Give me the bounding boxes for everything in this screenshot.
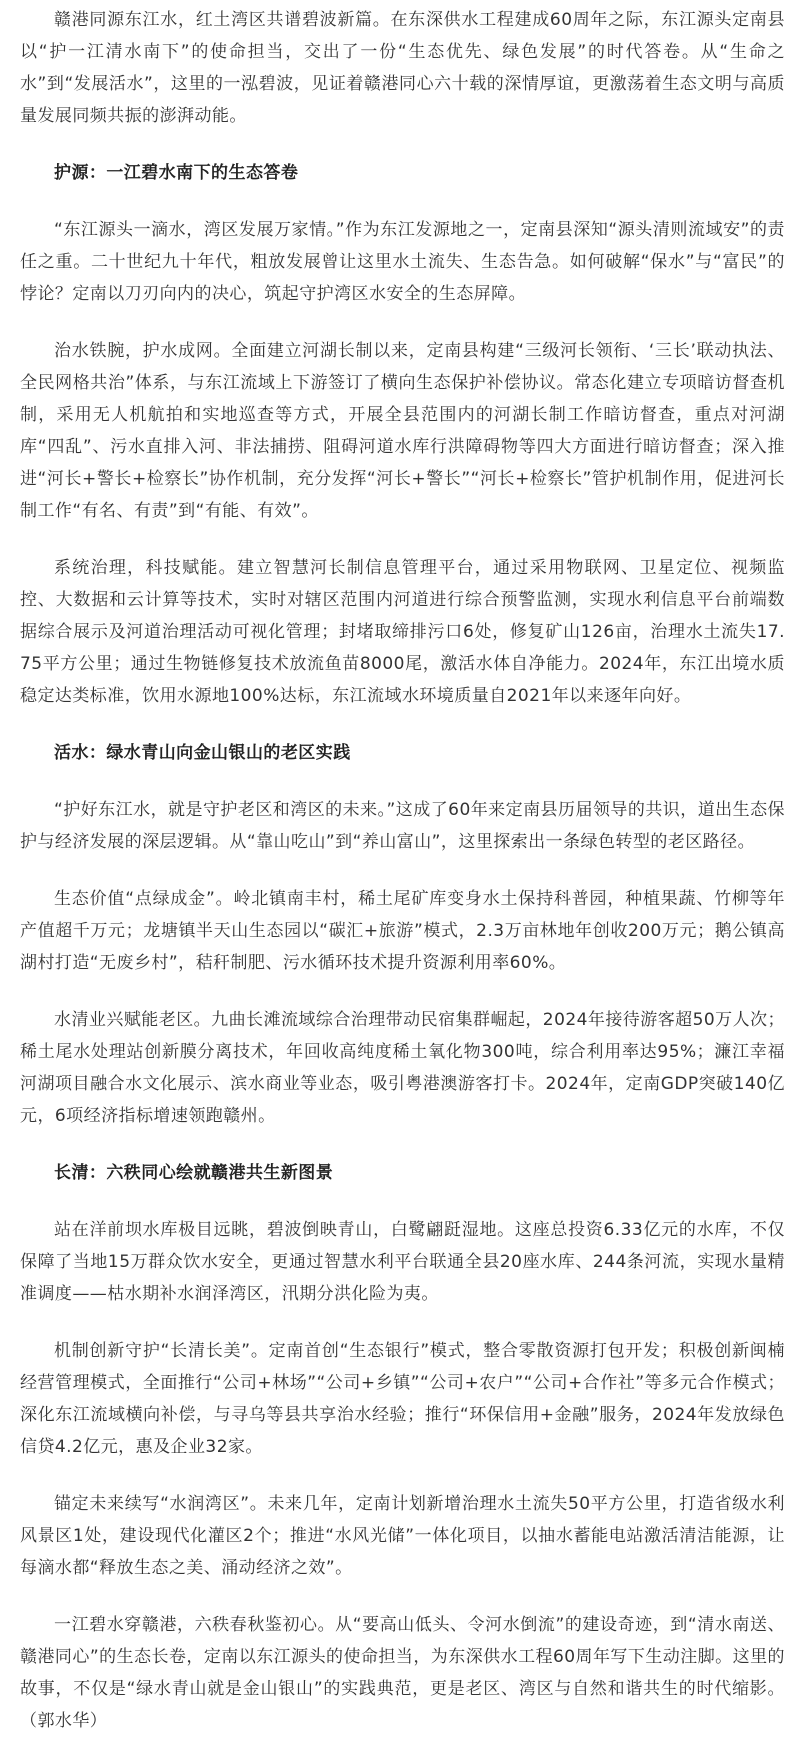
paragraph-intro: 赣港同源东江水，红土湾区共谱碧波新篇。在东深供水工程建成60周年之际，东江源头定南县以“护一江清水南下”的使命担当，交出了一份“生态优先、绿色发展”的时代答卷。从“生命之水”到“发展活水”，这里的一泓碧波，见证着赣港同心六十载的深情厚谊，更激荡着生态文明与高质量发展同频共振的澎湃动能。 xyxy=(20,10,785,126)
paragraph: “护好东江水，就是守护老区和湾区的未来。”这成了60年来定南县历届领导的共识，道出生态保护与经济发展的深层逻辑。从“靠山吃山”到“养山富山”，这里探索出一条绿色转型的老区路径。 xyxy=(20,800,785,852)
paragraph: 站在洋前坝水库极目远眺，碧波倒映青山，白鹭翩跹湿地。这座总投资6.33亿元的水库，不仅保障了当地15万群众饮水安全，更通过智慧水利平台联通全县20座水库、244条河流，实现水量精准调度——枯水期补水润泽湾区，汛期分洪化险为夷。 xyxy=(20,1220,785,1304)
paragraph: 锚定未来续写“水润湾区”。未来几年，定南计划新增治理水土流失50平方公里，打造省级水利风景区1处，建设现代化灌区2个；推进“水风光储”一体化项目，以抽水蓄能电站激活清洁能源，让每滴水都“释放生态之美、涌动经济之效”。 xyxy=(20,1494,785,1578)
paragraph: “东江源头一滴水，湾区发展万家情。”作为东江发源地之一，定南县深知“源头清则流域安”的责任之重。二十世纪九十年代，粗放发展曾让这里水土流失、生态告急。如何破解“保水”与“富民”的悖论？定南以刀刃向内的决心，筑起守护湾区水安全的生态屏障。 xyxy=(20,220,785,304)
paragraph: 系统治理，科技赋能。建立智慧河长制信息管理平台，通过采用物联网、卫星定位、视频监控、大数据和云计算等技术，实时对辖区范围内河道进行综合预警监测，实现水利信息平台前端数据综合展示及河道治理活动可视化管理；封堵取缔排污口6处，修复矿山126亩，治理水土流失17.75平方公里；通过生物链修复技术放流鱼苗8000尾，激活水体自净能力。2024年，东江出境水质稳定达类标准，饮用水源地100%达标，东江流域水环境质量自2021年以来逐年向好。 xyxy=(20,558,785,706)
paragraph: 机制创新守护“长清长美”。定南首创“生态银行”模式，整合零散资源打包开发；积极创新闽楠经营管理模式，全面推行“公司+林场”“公司+乡镇”“公司+农户”“公司+合作社”等多元合作模式；深化东江流域横向补偿，与寻乌等县共享治水经验；推行“环保信用+金融”服务，2024年发放绿色信贷4.2亿元，惠及企业32家。 xyxy=(20,1341,785,1457)
section-heading-living-water: 活水：绿水青山向金山银山的老区实践 xyxy=(54,743,351,763)
section-heading-long-clear: 长清：六秩同心绘就赣港共生新图景 xyxy=(54,1163,334,1183)
paragraph: 治水铁腕，护水成网。全面建立河湖长制以来，定南县构建“三级河长领衔、‘三长’联动执法、全民网格共治”体系，与东江流域上下游签订了横向生态保护补偿协议。常态化建立专项暗访督查机制，采用无人机航拍和实地巡查等方式，开展全县范围内的河湖长制工作暗访督查，重点对河湖库“四乱”、污水直排入河、非法捕捞、阻碍河道水库行洪障碍物等四大方面进行暗访督查；深入推进“河长+警长+检察长”协作机制，充分发挥“河长+警长”“河长+检察长”管护机制作用，促进河长制工作“有名、有责”到“有能、有效”。 xyxy=(20,341,785,521)
section-heading-protect-source: 护源：一江碧水南下的生态答卷 xyxy=(54,163,299,183)
paragraph: 生态价值“点绿成金”。岭北镇南丰村，稀土尾矿库变身水土保持科普园，种植果蔬、竹柳等年产值超千万元；龙塘镇半天山生态园以“碳汇+旅游”模式，2.3万亩林地年创收200万元；鹅公镇高湖村打造“无废乡村”，秸秆制肥、污水循环技术提升资源利用率60%。 xyxy=(20,889,785,973)
paragraph-closing: 一江碧水穿赣港，六秩春秋鉴初心。从“要高山低头、令河水倒流”的建设奇迹，到“清水南送、赣港同心”的生态长卷，定南以东江源头的使命担当，为东深供水工程60周年写下生动注脚。这里的故事，不仅是“绿水青山就是金山银山”的实践典范，更是老区、湾区与自然和谐共生的时代缩影。（郭水华） xyxy=(20,1615,785,1731)
paragraph: 水清业兴赋能老区。九曲长滩流域综合治理带动民宿集群崛起，2024年接待游客超50万人次；稀土尾水处理站创新膜分离技术，年回收高纯度稀土氧化物300吨，综合利用率达95%；濂江幸福河湖项目融合水文化展示、滨水商业等业态，吸引粤港澳游客打卡。2024年，定南GDP突破140亿元，6项经济指标增速领跑赣州。 xyxy=(20,1010,785,1126)
